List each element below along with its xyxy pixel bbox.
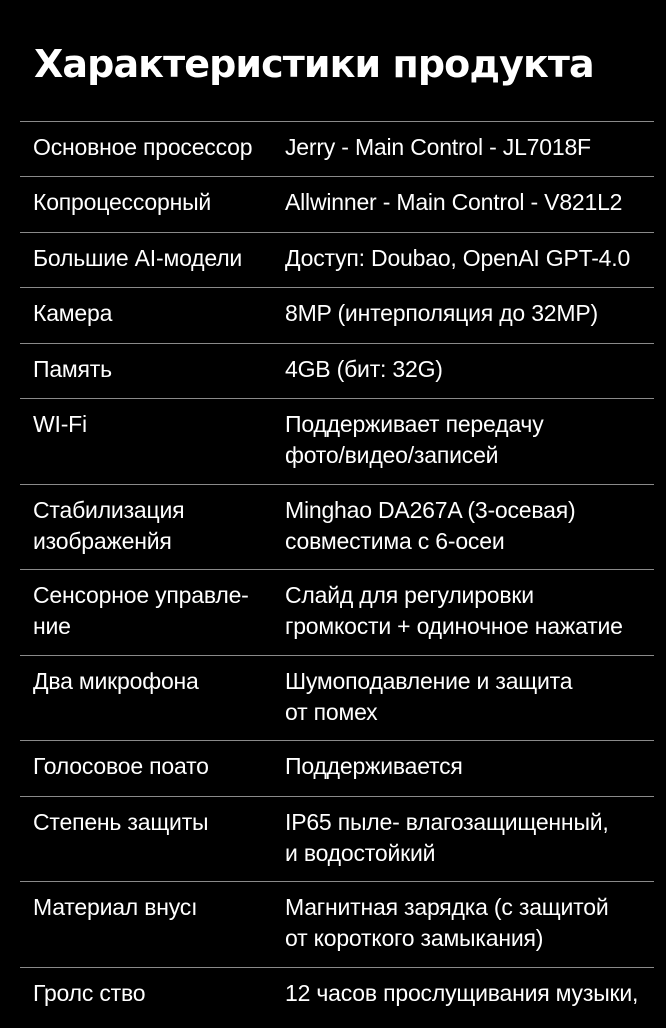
spec-label: Копроцессорный [33, 189, 212, 215]
spec-row-battery [20, 968, 654, 1028]
spec-value: 8MP (интерполяция до 32MP) [285, 300, 598, 326]
spec-value: Слайд для регулировки громкости + одиночное нажатие [285, 582, 623, 639]
spec-label: Два микрофона [33, 668, 199, 694]
spec-label: Голосовое поато [33, 753, 209, 779]
spec-label: Основное просессор [33, 134, 253, 160]
spec-row-voice [20, 741, 654, 797]
page-title: Характеристики продукта [34, 42, 594, 86]
spec-label: Сенсорное управле- ние [33, 582, 249, 639]
spec-value: Шумоподавление и защита от помех [285, 668, 573, 725]
spec-value: Поддерживает передачу фото/видео/записей [285, 411, 544, 468]
spec-value: 4GB (бит: 32G) [285, 356, 443, 382]
spec-label: Стабилизация изображенйя [33, 497, 185, 554]
spec-value: IP65 пыле- влагозащищенный, и водостойкий [285, 809, 609, 866]
spec-row-memory [20, 344, 654, 399]
spec-table [20, 121, 654, 1028]
spec-label: Камера [33, 300, 113, 326]
spec-row-ai-models [20, 233, 654, 288]
spec-row-protection [20, 797, 654, 882]
spec-row-material [20, 882, 654, 968]
spec-label: Степень защиты [33, 809, 209, 835]
spec-value: Allwinner - Main Control - V821L2 [285, 189, 623, 215]
spec-value: Магнитная зарядка (с защитой от короткого замыкания) [285, 894, 609, 951]
spec-label: Память [33, 356, 112, 382]
spec-row-microphones [20, 656, 654, 741]
spec-value: Поддерживается [285, 753, 463, 779]
spec-value: Jerry - Main Control - JL7018F [285, 134, 591, 160]
spec-label: Большие AI-модели [33, 245, 243, 271]
spec-row-touch-control [20, 570, 654, 656]
spec-row-wifi [20, 399, 654, 485]
spec-value: 12 часов прослущивания музыки, [285, 980, 639, 1006]
spec-row-stabilization [20, 485, 654, 570]
spec-value: Minghao DA267A (3-осевая) совместима с 6-осеи [285, 497, 576, 554]
spec-row-processor [20, 122, 654, 177]
spec-label: WI-Fi [33, 411, 87, 437]
spec-row-coprocessor [20, 177, 654, 233]
spec-value: Доступ: Doubao, OpenAI GPT-4.0 [285, 245, 631, 271]
spec-row-camera [20, 288, 654, 344]
spec-label: Материал внусı [33, 894, 198, 920]
spec-label: Гролс ство [33, 980, 146, 1006]
